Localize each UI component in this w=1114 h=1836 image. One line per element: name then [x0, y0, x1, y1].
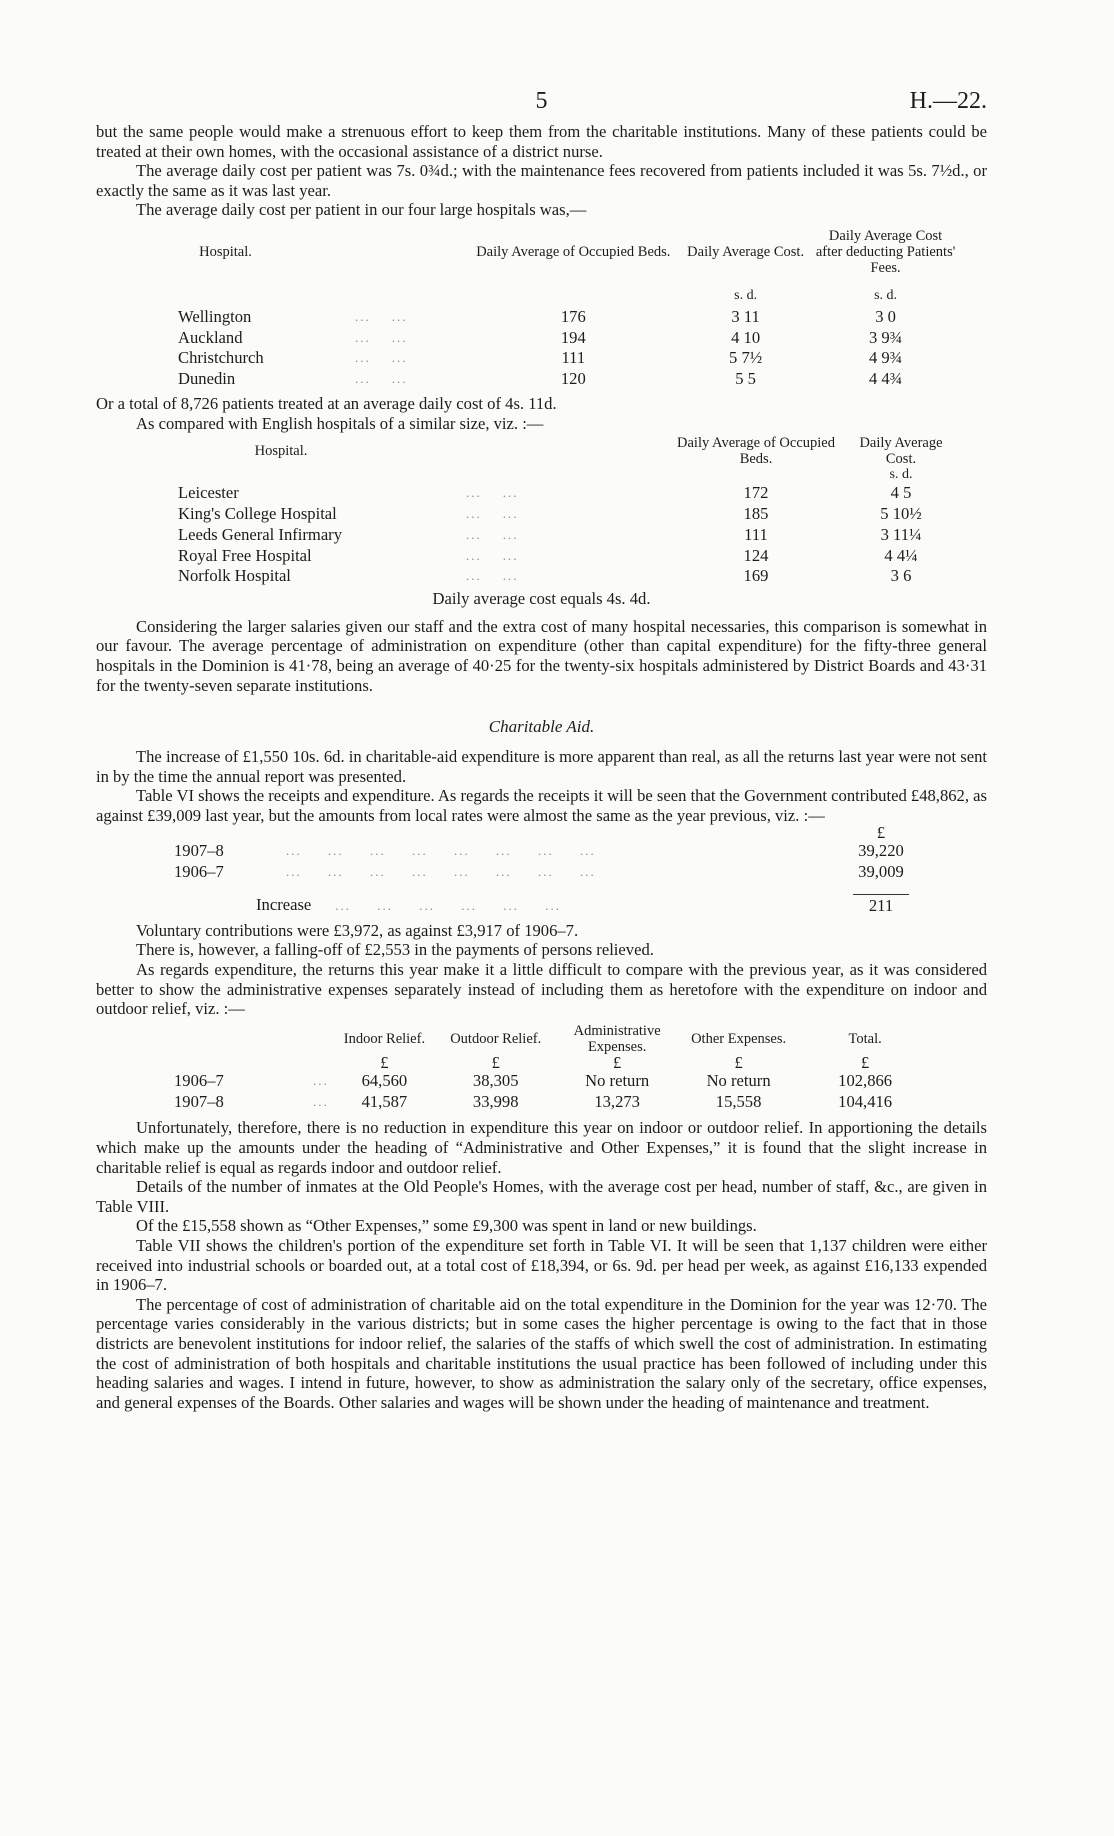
- other-value: No return: [706, 1070, 771, 1090]
- hospital-name: Christchurch: [178, 348, 264, 368]
- header-cost: Daily Average Cost.: [859, 435, 943, 468]
- beds-value: 111: [561, 348, 586, 368]
- amount-value: 39,220: [858, 841, 904, 861]
- english-hospitals-table: [96, 435, 956, 587]
- currency-symbol: £: [380, 1052, 389, 1072]
- cost-value: 5 10½: [880, 503, 922, 523]
- cost-value: 5 7½: [729, 348, 763, 368]
- hospital-name: Dunedin: [178, 369, 236, 389]
- cost-value: 4 10: [731, 327, 761, 347]
- table-row: Royal Free Hospital ... ... 124 4 4¼: [96, 546, 956, 567]
- currency-symbol: £: [734, 1052, 743, 1072]
- table-row: 1906–7 ... 64,560 38,305 No return No return 102,866: [96, 1071, 936, 1092]
- paragraph-14: Of the £15,558 shown as “Other Expenses,” some £9,300 was spent in land or new buildings.: [136, 1216, 757, 1236]
- paragraph-3: The average daily cost per patient in our four large hospitals was,—: [136, 200, 587, 220]
- increase-label: Increase: [256, 895, 312, 915]
- local-rates-table: [96, 825, 926, 916]
- table-row: Auckland ... ... 194 4 10 3 9¾: [96, 328, 956, 349]
- year-label: 1907–8: [174, 1091, 224, 1111]
- page-number: 5: [535, 88, 548, 114]
- table-row: Norfolk Hospital ... ... 169 3 6: [96, 566, 956, 587]
- indoor-value: 64,560: [361, 1070, 408, 1090]
- paragraph-6: Considering the larger salaries given our staff and the extra cost of many hospital necessaries, this comparison is somewhat in our favour. The average percentage of administration on expenditure (other than capital expenditure) for the fifty-three general hospitals in the Dominion is 41·78, being an average of 40·25 for the twenty-six hospitals administered by District Boards and 43·31 for the twenty-seven separate institutions.: [96, 616, 987, 695]
- units-net: s. d.: [874, 287, 898, 303]
- table-row: Leicester ... ... 172 4 5: [96, 483, 956, 504]
- beds-value: 172: [743, 483, 769, 503]
- header-net-cost: Daily Average Cost after deducting Patients' Fees.: [815, 227, 956, 276]
- paragraph-4: Or a total of 8,726 patients treated at an average daily cost of 4s. 11d.: [96, 393, 557, 413]
- outdoor-value: 38,305: [472, 1070, 519, 1090]
- admin-value: No return: [585, 1070, 650, 1090]
- currency-symbol: £: [860, 1052, 870, 1072]
- currency-row: [96, 1055, 936, 1071]
- paragraph-8: Table VI shows the receipts and expenditure. As regards the receipts it will be seen that the Government contributed £48,862, as against £39,009 last year, but the amounts from local rates were almost the same as the year previous, viz. :—: [96, 786, 987, 825]
- table-row: 1907–8 ... 41,587 33,998 13,273 15,558 104,416: [96, 1092, 936, 1113]
- table-row: King's College Hospital ... ... 185 5 10½: [96, 504, 956, 525]
- beds-value: 124: [743, 545, 769, 565]
- units-cost: s. d.: [889, 467, 913, 483]
- header-admin: Administrative Expenses.: [573, 1022, 661, 1055]
- hospital-name: Auckland: [178, 327, 243, 347]
- header-cost: Daily Average Cost.: [687, 243, 805, 260]
- paragraph-15: Table VII shows the children's portion of the expenditure set forth in Table VI. It will be seen that 1,137 children were either received into industrial schools or boarded out, at a total cost of £18,394, or 6s. 9d. per head per week, as against £16,133 expended in 1906–7.: [96, 1235, 987, 1295]
- beds-value: 169: [743, 566, 769, 586]
- currency-symbol: £: [876, 823, 886, 843]
- beds-value: 176: [560, 306, 586, 326]
- document-page: [96, 84, 987, 1412]
- header-indoor: Indoor Relief.: [343, 1030, 426, 1047]
- paragraph-1: but the same people would make a strenuous effort to keep them from the charitable institutions. Many of these patients could be treated at their own homes, with the occasional assistance of a district nurse.: [96, 122, 987, 161]
- header-outdoor: Outdoor Relief.: [450, 1030, 542, 1047]
- total-value: 104,416: [838, 1091, 893, 1111]
- hospital-name: Royal Free Hospital: [178, 545, 312, 565]
- table-row: 1907–8 ... ... ... ... ... ... ... ... 39,220: [96, 841, 926, 862]
- hospital-name: Wellington: [178, 306, 252, 326]
- units-row: [96, 467, 956, 483]
- table-header-row: [96, 228, 956, 276]
- hospital-name: King's College Hospital: [178, 503, 337, 523]
- net-cost-value: 4 9¾: [868, 348, 903, 368]
- section-title: Charitable Aid.: [488, 717, 595, 737]
- total-value: 102,866: [838, 1070, 893, 1090]
- hospital-name: Leicester: [178, 483, 239, 503]
- increase-value: 211: [868, 896, 894, 916]
- net-cost-value: 3 9¾: [868, 327, 903, 347]
- year-label: 1906–7: [174, 862, 224, 882]
- indoor-value: 41,587: [361, 1091, 408, 1111]
- table-row: Increase ... ... ... ... ... ... 211: [96, 895, 926, 917]
- header-beds: Daily Average of Occupied Beds.: [677, 435, 835, 468]
- hospital-name: Leeds General Infirmary: [178, 524, 343, 544]
- other-value: 15,558: [715, 1091, 762, 1111]
- paragraph-5: As compared with English hospitals of a similar size, viz. :—: [136, 413, 544, 433]
- table-row: Wellington ... ... 176 3 11 3 0: [96, 307, 956, 328]
- table-row: Christchurch ... ... 111 5 7½ 4 9¾: [96, 348, 956, 369]
- year-label: 1907–8: [174, 841, 224, 861]
- beds-value: 111: [744, 524, 768, 544]
- currency-symbol: £: [613, 1052, 622, 1072]
- units-cost: s. d.: [734, 287, 758, 303]
- paragraph-13: Details of the number of inmates at the Old People's Homes, with the average cost per head, number of staff, &c., are given in Table VIII.: [96, 1177, 987, 1216]
- table-header-row: [96, 435, 956, 467]
- paragraph-16: The percentage of cost of administration of charitable aid on the total expenditure in the Dominion for the year was 12·70. The percentage varies considerably in the various districts; but in some cases the higher percentage is owing to the fact that in those districts are benevolent institutions for indoor relief, the salaries of the staffs of which swell the cost of administration. In estimating the cost of administration of both hospitals and charitable institutions the usual practice has been followed of including under this heading salaries and wages. I intend in future, however, to show as administration the salary only of the secretary, office expenses, and general expenses of the Boards. Other salaries and wages will be shown under the heading of maintenance and treatment.: [96, 1294, 987, 1412]
- paragraph-11: As regards expenditure, the returns this year make it a little difficult to compare with the previous year, as it was considered better to show the administrative expenses separately instead of including them as heretofore with the expenditure on indoor and outdoor relief, viz. :—: [96, 960, 987, 1019]
- cost-value: 4 5: [890, 483, 912, 503]
- table-header-row: [96, 1023, 936, 1055]
- header-hospital: Hospital.: [254, 443, 308, 460]
- expenditure-table: [96, 1023, 936, 1113]
- table-row: Dunedin ... ... 120 5 5 4 4¾: [96, 369, 956, 390]
- cost-value: 3 11¼: [880, 524, 922, 544]
- cost-value: 4 4¼: [884, 545, 918, 565]
- paragraph-2: The average daily cost per patient was 7s. 0¾d.; with the maintenance fees recovered from patients included it was 5s. 7½d., or exactly the same as it was last year.: [96, 161, 987, 200]
- table-row: Leeds General Infirmary ... ... 111 3 11¼: [96, 525, 956, 546]
- outdoor-value: 33,998: [472, 1091, 519, 1111]
- net-cost-value: 4 4¾: [868, 369, 903, 389]
- paragraph-9: Voluntary contributions were £3,972, as against £3,917 of 1906–7.: [136, 920, 579, 940]
- cost-value: 3 6: [890, 566, 912, 586]
- year-label: 1906–7: [174, 1070, 224, 1090]
- header-beds: Daily Average of Occupied Beds.: [476, 243, 671, 260]
- paragraph-7: The increase of £1,550 10s. 6d. in charitable-aid expenditure is more apparent than real, as all the returns last year were not sent in by the time the annual report was presented.: [96, 747, 987, 786]
- document-reference: H.—22.: [909, 88, 987, 114]
- beds-value: 120: [560, 369, 586, 389]
- units-row: [96, 286, 956, 307]
- cost-value: 3 11: [731, 306, 760, 326]
- admin-value: 13,273: [594, 1091, 640, 1111]
- header-hospital: Hospital.: [199, 243, 252, 260]
- amount-value: 39,009: [858, 862, 904, 882]
- hospital-name: Norfolk Hospital: [178, 566, 291, 586]
- large-hospitals-table: [96, 228, 956, 390]
- header-other: Other Expenses.: [691, 1030, 787, 1047]
- table2-footer: Daily average cost equals 4s. 4d.: [432, 589, 651, 609]
- currency-symbol: £: [491, 1052, 500, 1072]
- paragraph-12: Unfortunately, therefore, there is no reduction in expenditure this year on indoor or outdoor relief. In apportioning the details which make up the amounts under the heading of “Administrative and Other Expenses,” it is found that the slight increase in charitable relief is equal as regards indoor and outdoor relief.: [96, 1118, 987, 1177]
- paragraph-10: There is, however, a falling-off of £2,553 in the payments of persons relieved.: [136, 940, 654, 960]
- table-row: 1906–7 ... ... ... ... ... ... ... ... 39,009: [96, 862, 926, 883]
- header-total: Total.: [848, 1030, 882, 1047]
- cost-value: 5 5: [735, 369, 756, 389]
- page-header: [96, 84, 987, 122]
- net-cost-value: 3 0: [875, 306, 896, 326]
- beds-value: 185: [743, 503, 769, 523]
- beds-value: 194: [560, 327, 586, 347]
